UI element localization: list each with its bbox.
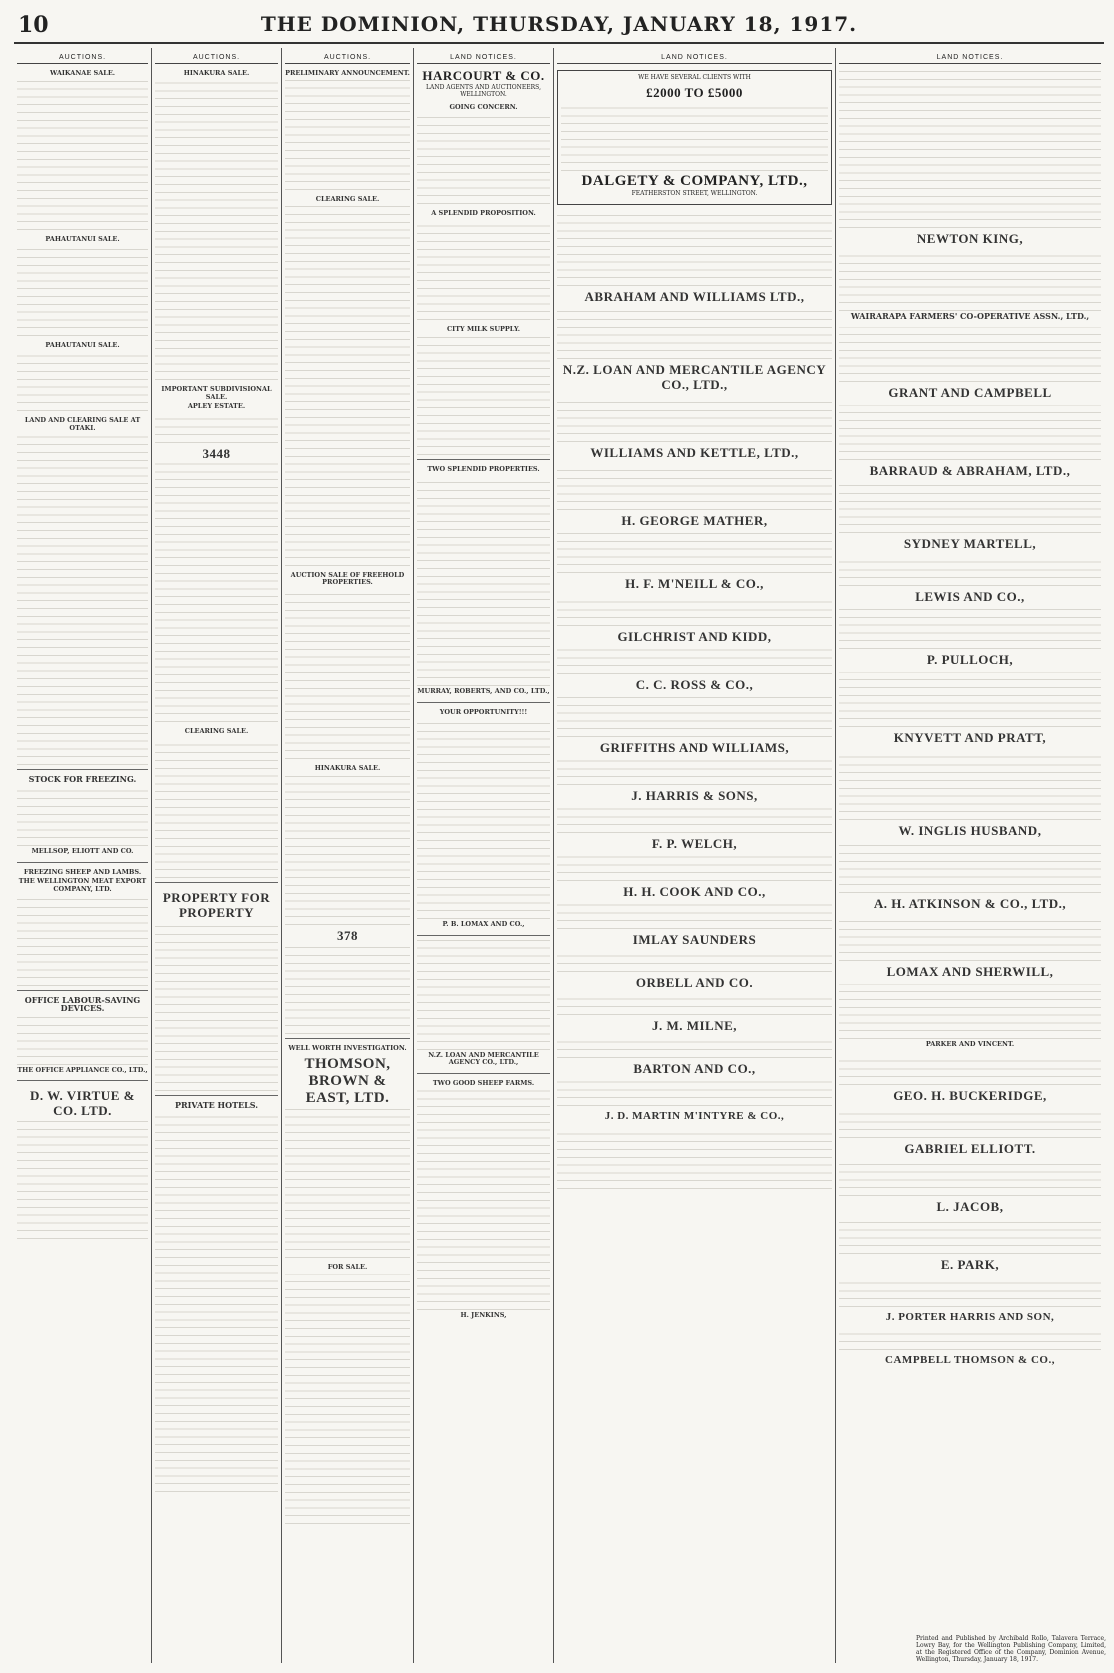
firm-name: GRANT AND CAMPBELL [888,384,1052,400]
listing-body [839,327,1101,382]
notice-heading: PAHAUTANUI SALE. [45,340,120,349]
listing-heading: YOUR OPPORTUNITY!!! [439,707,528,716]
notice-body [17,80,148,230]
listing-body [417,476,550,686]
listing-body [417,1090,550,1310]
listing-heading: CITY MILK SUPPLY. [446,324,521,333]
notice-body [17,435,148,765]
divider [285,1038,410,1039]
land-listing [557,760,832,804]
firm-name: WILLIAMS AND KETTLE, LTD., [590,445,799,460]
ad-firm-name: THE OFFICE APPLIANCE CO., LTD., [17,1065,148,1074]
land-listing [839,1219,1101,1273]
listing-heading: TWO GOOD SHEEP FARMS. [432,1079,535,1088]
ad-heading: STOCK FOR FREEZING. [28,773,137,784]
land-listing [839,609,1101,668]
auction-notice [285,68,410,190]
listing-body [557,596,832,626]
notice-body [155,413,278,443]
firm-name: PARKER AND VINCENT. [925,1039,1015,1048]
divider [417,459,550,460]
ad-heading: FOR SALE. [327,1262,368,1271]
imprint: Printed and Published by Archibald Rollo, Talavera Terrace, Lowry Bay, for the Wellington Publishing Company, Limited, at the Registered Office of the Company, Dominion Avenue, Wellington, Thursday, January 18, 1917. [916,1635,1106,1663]
firm-name: MURRAY, ROBERTS, AND CO., LTD., [417,687,550,696]
land-listing [417,102,550,204]
listing-body [417,719,550,919]
notice-body [155,738,278,878]
ad-body [17,896,148,986]
auction-notice [17,234,148,336]
page-number: 10 [18,12,49,38]
listing-body [557,1038,832,1058]
firm-name: GABRIEL ELLIOTT. [904,1140,1036,1156]
firm-name: P. PULLOCH, [926,651,1014,667]
firm-name: H. H. COOK AND CO., [623,884,766,899]
land-listing [417,940,550,1070]
firm-name: J. HARRIS & SONS, [631,788,758,803]
listing-body [557,649,832,674]
divider [417,1073,550,1074]
listing-heading: TWO SPLENDID PROPERTIES. [427,465,540,474]
land-listing [557,1129,832,1189]
land-listing [417,1078,550,1322]
ad-firm-name: THOMSON, BROWN & EAST, LTD. [304,1055,391,1106]
section-header: LAND NOTICES. [557,54,832,64]
land-listing [839,1055,1101,1104]
auction-notice [285,570,410,760]
ad-body [285,1108,410,1258]
column-land-notices-2 [554,48,836,1663]
notice-body [155,462,278,722]
notice-body [17,246,148,336]
firm-name: GRIFFITHS AND WILLIAMS, [599,740,790,755]
column-auctions-1 [14,48,152,1663]
firm-name: H. GEORGE MATHER, [621,513,768,528]
notice-heading: WAIKANAE SALE. [49,69,116,77]
land-listing [557,1038,832,1077]
section-header: AUCTIONS. [285,54,410,64]
listing-body [557,808,832,833]
firm-name: E. PARK, [940,1256,1000,1272]
firm-name: BARRAUD & ABRAHAM, LTD., [869,462,1071,478]
listing-body [557,211,832,286]
land-listing [557,465,832,529]
auction-notice [155,726,278,878]
listing-body [839,68,1101,228]
advertisement [285,1262,410,1524]
land-listing [839,1161,1101,1215]
section-header: LAND NOTICES. [417,54,550,64]
land-listing [557,904,832,948]
land-listing [557,649,832,693]
listing-body [557,397,832,442]
listing-body [839,251,1101,311]
divider [417,702,550,703]
notice-heading: AUCTION SALE OF FREEHOLD PROPERTIES. [290,570,405,587]
firm-name: SYDNEY MARTELL, [903,535,1037,551]
advertisement [17,867,148,986]
land-listing [839,672,1101,746]
divider [155,1095,278,1096]
land-listing [839,483,1101,552]
listing-body [557,697,832,737]
notice-body [285,206,410,566]
firm-name: KNYVETT AND PRATT, [893,729,1047,745]
price-range: £2000 TO £5000 [646,85,743,100]
column-auctions-3 [282,48,414,1663]
notice-heading: CLEARING SALE. [315,194,380,203]
listing-body [839,750,1101,820]
acreage-figure: 3448 [202,446,231,462]
acreage-figure: 378 [337,927,358,943]
firm-name: A. H. ATKINSON & CO., LTD., [873,895,1067,911]
listing-body [839,405,1101,460]
listing-body [839,609,1101,649]
land-listing [839,916,1101,980]
listing-body [557,760,832,785]
land-listing [557,397,832,461]
land-listing [417,324,550,456]
auction-notice [155,384,278,722]
ad-intro: WE HAVE SEVERAL CLIENTS WITH [638,74,751,81]
ad-firm-name: PROPERTY FOR PROPERTY [162,889,271,920]
auction-notice [285,763,410,1034]
firm-address: FEATHERSTON STREET, WELLINGTON. [631,190,758,197]
notice-body [17,351,148,411]
listing-body [839,483,1101,533]
listing-body [417,220,550,320]
ad-heading: PRIVATE HOTELS. [174,1099,259,1110]
listing-body [417,335,550,455]
divider [155,882,278,883]
auction-notice [17,340,148,412]
listing-body [839,1055,1101,1085]
section-header: LAND NOTICES. [839,54,1101,64]
column-auctions-2 [152,48,282,1663]
listing-body [839,843,1101,893]
listing-body [839,1277,1101,1307]
firm-name: GEO. H. BUCKERIDGE, [893,1087,1047,1103]
firm-name: N.Z. LOAN AND MERCANTILE AGENCY CO., LTD., [562,362,827,392]
firm-name: F. P. WELCH, [651,836,738,851]
firm-name: H. F. M'NEILL & CO., [625,576,764,591]
notice-heading: HINAKURA SALE. [183,69,250,77]
land-listing [839,327,1101,401]
listing-body [839,1108,1101,1138]
notice-subheading: APLEY ESTATE. [187,402,246,411]
firm-name: W. INGLIS HUSBAND, [898,822,1042,838]
listing-body [557,1081,832,1106]
notice-heading: HINAKURA SALE. [314,764,381,773]
notice-body [285,589,410,759]
listing-body [839,1330,1101,1350]
listing-body [557,995,832,1015]
listing-body [557,533,832,573]
ad-body [17,1119,148,1239]
notice-body [155,80,278,380]
firm-name: N.Z. LOAN AND MERCANTILE AGENCY CO., LTD., [428,1050,539,1067]
column-land-notices-1 [414,48,554,1663]
notice-heading: CLEARING SALE. [184,727,249,736]
section-header: AUCTIONS. [155,54,278,64]
firm-name: H. JENKINS, [460,1310,507,1319]
firm-address: LAND AGENTS AND AUCTIONEERS, WELLINGTON. [426,84,541,98]
land-listing [839,68,1101,247]
listing-body [839,1219,1101,1254]
section-header: AUCTIONS. [17,54,148,64]
firm-name: J. D. MARTIN M'INTYRE & CO., [604,1110,785,1122]
listing-body [557,309,832,359]
advertisement [17,1085,148,1239]
auction-notice [17,415,148,765]
ad-body [155,1112,278,1492]
ad-body [561,101,828,171]
land-listing [839,556,1101,605]
notice-heading: LAND AND CLEARING SALE AT OTAKI. [24,416,141,433]
listing-body [557,856,832,881]
advertisement [17,995,148,1076]
ad-body [155,921,278,1091]
land-listing [839,1108,1101,1157]
ad-body [17,1015,148,1065]
listing-body [557,1129,832,1189]
auction-notice [155,68,278,380]
firm-name: GILCHRIST AND KIDD, [617,629,772,644]
firm-name: ORBELL AND CO. [635,975,754,990]
auction-notice [17,68,148,230]
firm-name: NEWTON KING, [916,231,1024,246]
listing-body [557,952,832,972]
divider [17,990,148,991]
listing-body [557,465,832,510]
firm-name: J. PORTER HARRIS AND SON, [885,1310,1055,1323]
auction-notice [285,194,410,566]
firm-name: ABRAHAM AND WILLIAMS LTD., [584,289,805,304]
firm-name: LOMAX AND SHERWILL, [886,963,1054,979]
firm-name: HARCOURT & CO. [422,68,545,83]
notice-heading: PRELIMINARY ANNOUNCEMENT. [285,69,410,77]
listing-body [839,672,1101,727]
dalgety-advert [557,70,832,205]
firm-name: DALGETY & COMPANY, LTD., [581,173,808,189]
listing-heading: A SPLENDID PROPOSITION. [431,208,536,217]
listing-body [839,916,1101,961]
notice-body [285,775,410,925]
masthead [14,10,1104,44]
notice-body [285,944,410,1034]
land-listing [557,995,832,1034]
land-listing [557,952,832,991]
ad-firm-name: THE WELLINGTON MEAT EXPORT COMPANY, LTD. [18,877,147,894]
divider [17,769,148,770]
listing-body [417,114,550,204]
land-listing [557,309,832,393]
firm-name: IMLAY SAUNDERS [632,932,757,947]
listing-body [839,1161,1101,1196]
land-listing [417,208,550,320]
listing-body [839,556,1101,586]
listing-body [557,904,832,929]
newspaper-title: THE DOMINION, THURSDAY, JANUARY 18, 1917. [260,12,858,36]
ad-heading: OFFICE LABOUR-SAVING DEVICES. [24,994,141,1013]
ad-heading: WELL WORTH INVESTIGATION. [288,1043,407,1052]
listing-heading: GOING CONCERN. [449,103,518,111]
advertisement [155,1100,278,1492]
land-listing [839,984,1101,1051]
ad-firm-name: D. W. VIRTUE & CO. LTD. [30,1088,135,1119]
divider [17,1080,148,1081]
firm-name: L. JACOB, [936,1198,1004,1214]
land-listing [557,808,832,852]
column-container [14,48,1104,1663]
firm-name: C. C. ROSS & CO., [635,677,754,692]
notice-heading: IMPORTANT SUBDIVISIONAL SALE. [161,384,272,401]
listing-body [839,984,1101,1039]
column-land-notices-3 [836,48,1104,1663]
firm-name: P. B. LOMAX AND CO., [442,919,525,928]
firm-name: BARTON AND CO., [633,1061,756,1076]
land-listing [839,405,1101,479]
land-listing [839,251,1101,323]
land-listing [839,843,1101,912]
land-listing [839,750,1101,839]
land-listing [557,856,832,900]
firm-name: LEWIS AND CO., [915,588,1025,604]
firm-name: CAMPBELL THOMSON & CO., [885,1353,1055,1366]
listing-body [417,940,550,1050]
advertisement [17,774,148,858]
ad-heading: FREEZING SHEEP AND LAMBS. [23,867,142,876]
firm-name: WAIRARAPA FARMERS' CO-OPERATIVE ASSN., LTD., [850,311,1090,321]
firm-name: J. M. MILNE, [651,1018,738,1033]
notice-heading: PAHAUTANUI SALE. [45,234,120,243]
notice-body [285,80,410,190]
advertisement [155,887,278,1091]
divider [17,862,148,863]
land-listing [557,1081,832,1125]
land-listing [417,464,550,698]
ad-firm-name: MELLSOP, ELIOTT AND CO. [31,846,134,855]
land-listing [417,707,550,931]
land-listing [839,1330,1101,1369]
ad-body [17,786,148,846]
land-listing [557,697,832,756]
ad-body [285,1274,410,1524]
land-listing [557,596,832,645]
land-listing [839,1277,1101,1326]
divider [417,935,550,936]
land-listing [557,211,832,305]
land-listing [557,533,832,592]
advertisement [285,1043,410,1258]
